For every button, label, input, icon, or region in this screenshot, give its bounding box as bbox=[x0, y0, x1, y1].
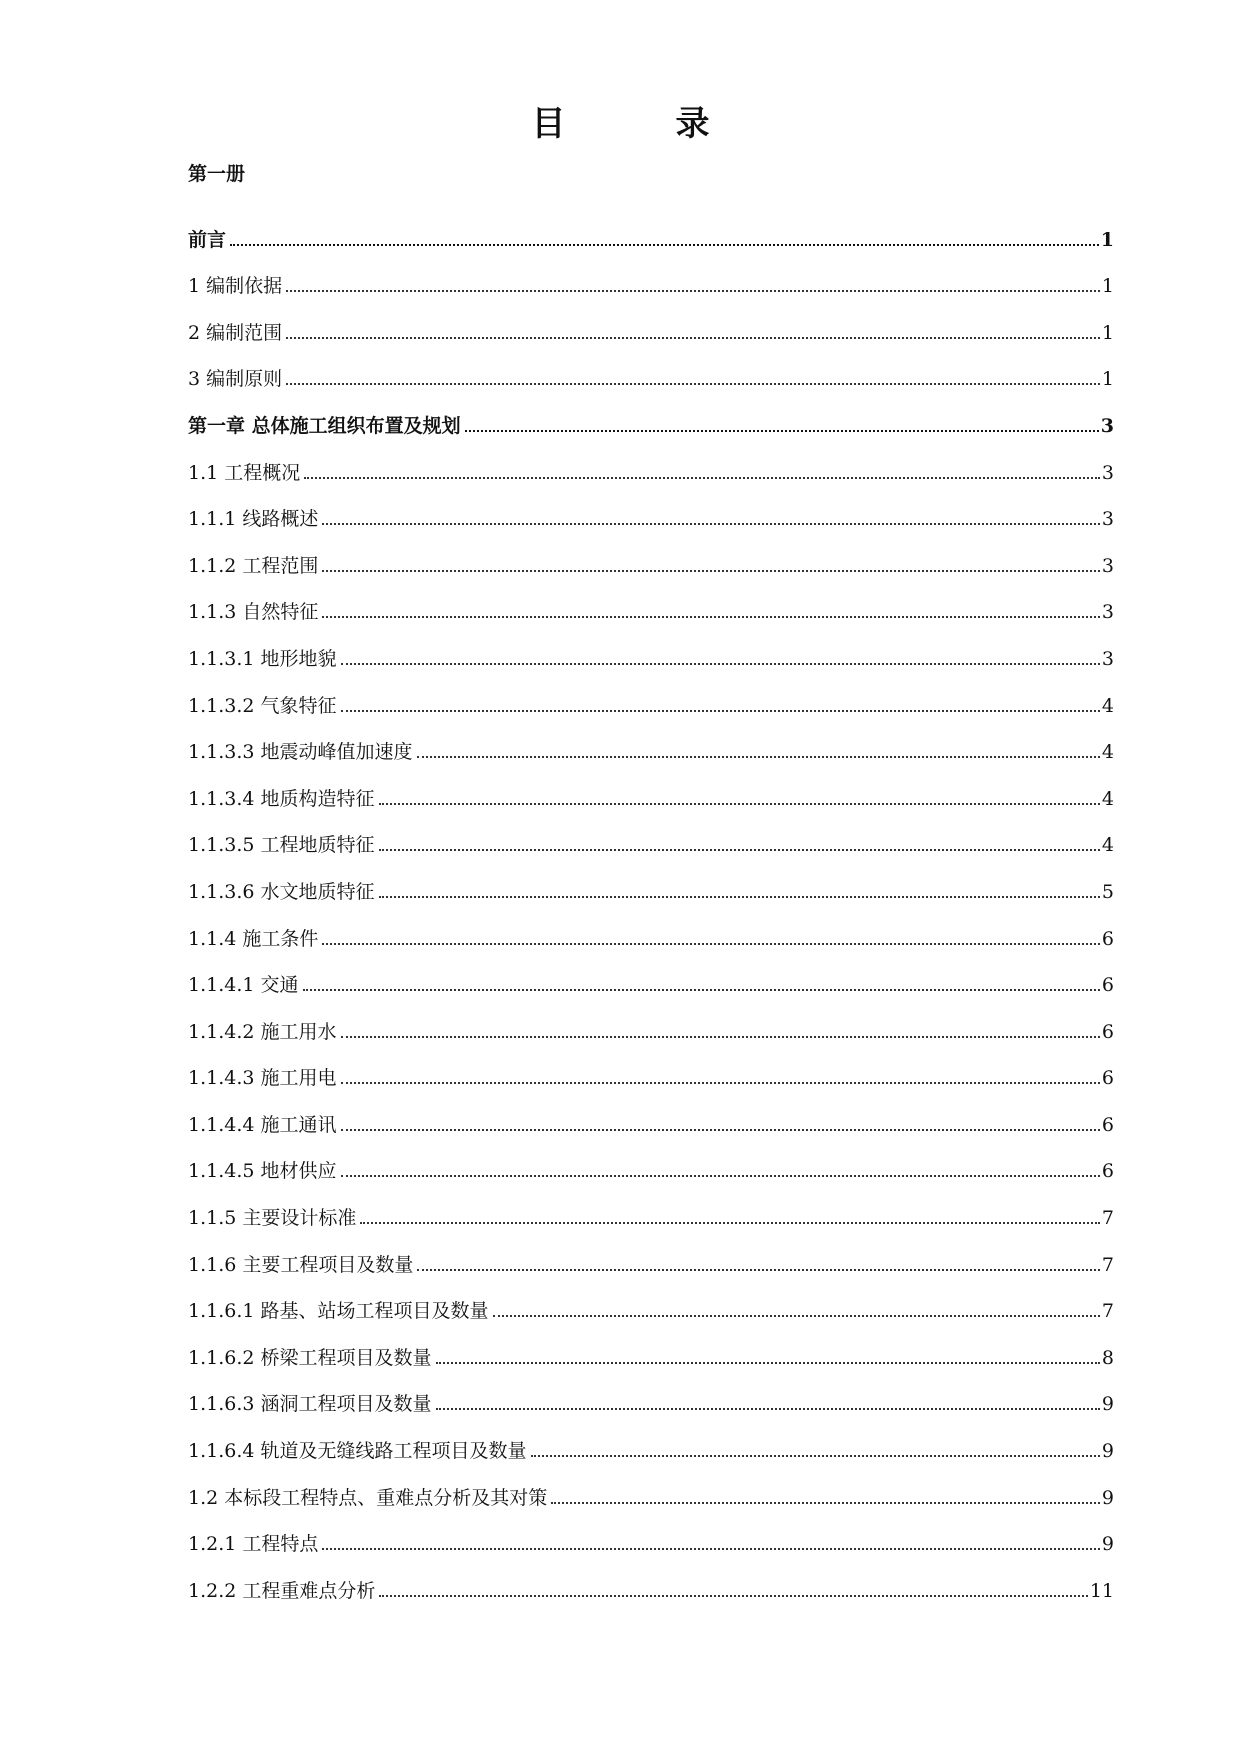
toc-entry-label: 1.1.6.2 桥梁工程项目及数量 bbox=[188, 1346, 432, 1369]
toc-entry-label: 1.1.4.4 施工通讯 bbox=[188, 1113, 337, 1136]
toc-entry[interactable] bbox=[188, 626, 1114, 673]
toc-dot-leader bbox=[379, 1595, 1087, 1597]
toc-entry[interactable] bbox=[188, 813, 1114, 860]
toc-dot-leader bbox=[436, 1362, 1100, 1364]
toc-dot-leader bbox=[303, 989, 1100, 991]
toc-dot-leader bbox=[341, 710, 1100, 712]
toc-entry[interactable] bbox=[188, 1418, 1114, 1465]
toc-dot-leader bbox=[551, 1502, 1100, 1504]
toc-entry-page-number: 8 bbox=[1101, 1346, 1114, 1369]
toc-entry-page-number: 1 bbox=[1101, 368, 1114, 391]
toc-entry-page-number: 11 bbox=[1089, 1579, 1114, 1602]
toc-entry-page-number: 6 bbox=[1101, 1113, 1114, 1136]
toc-entry-page-number: 3 bbox=[1101, 601, 1114, 624]
toc-entry-page-number: 3 bbox=[1101, 461, 1114, 484]
toc-entry-label: 1.1.6.1 路基、站场工程项目及数量 bbox=[188, 1300, 489, 1323]
toc-dot-leader bbox=[379, 896, 1100, 898]
toc-entry-page-number: 6 bbox=[1101, 1067, 1114, 1090]
toc-entry-label: 1.1.4.5 地材供应 bbox=[188, 1160, 337, 1183]
toc-entry-page-number: 6 bbox=[1101, 1160, 1114, 1183]
toc-dot-leader bbox=[341, 1082, 1100, 1084]
toc-entry[interactable] bbox=[188, 999, 1114, 1046]
toc-entry-label: 1.1.2 工程范围 bbox=[188, 554, 319, 577]
toc-dot-leader bbox=[417, 1269, 1100, 1271]
toc-entry-label: 1.1.3.3 地震动峰值加速度 bbox=[188, 741, 413, 764]
toc-entry-label: 1.1.4.1 交通 bbox=[188, 974, 299, 997]
toc-entry-label: 1 编制依据 bbox=[188, 275, 283, 298]
toc-entry[interactable] bbox=[188, 859, 1114, 906]
toc-entry-page-number: 7 bbox=[1101, 1300, 1114, 1323]
toc-entry-page-number: 6 bbox=[1101, 974, 1114, 997]
toc-entry-label: 第一章 总体施工组织布置及规划 bbox=[188, 414, 461, 437]
toc-entry-label: 1.1.3.2 气象特征 bbox=[188, 694, 337, 717]
toc-entry-page-number: 1 bbox=[1101, 275, 1114, 298]
toc-entry-label: 1.1.5 主要设计标准 bbox=[188, 1207, 357, 1230]
toc-entry-page-number: 9 bbox=[1101, 1486, 1114, 1509]
table-of-contents bbox=[188, 207, 1114, 1605]
toc-entry-label: 1.2.2 工程重难点分析 bbox=[188, 1579, 376, 1602]
toc-dot-leader bbox=[417, 756, 1100, 758]
toc-entry-label: 1.1.3.6 水文地质特征 bbox=[188, 880, 375, 903]
toc-entry[interactable] bbox=[188, 1185, 1114, 1232]
toc-entry-page-number: 3 bbox=[1100, 414, 1114, 437]
toc-entry[interactable] bbox=[188, 254, 1114, 301]
toc-dot-leader bbox=[341, 663, 1100, 665]
toc-entry-page-number: 4 bbox=[1101, 694, 1114, 717]
toc-entry[interactable] bbox=[188, 580, 1114, 627]
toc-entry-label: 1.1.3.5 工程地质特征 bbox=[188, 834, 375, 857]
toc-entry-label: 1.1.4 施工条件 bbox=[188, 927, 319, 950]
toc-entry[interactable] bbox=[188, 1372, 1114, 1419]
toc-entry[interactable] bbox=[188, 300, 1114, 347]
toc-entry-label: 1.1.1 线路概述 bbox=[188, 508, 319, 531]
toc-entry-label: 1.2 本标段工程特点、重难点分析及其对策 bbox=[188, 1486, 548, 1509]
toc-entry[interactable] bbox=[188, 533, 1114, 580]
toc-entry[interactable] bbox=[188, 1465, 1114, 1512]
toc-entry[interactable] bbox=[188, 1232, 1114, 1279]
toc-entry[interactable] bbox=[188, 720, 1114, 767]
toc-entry-page-number: 6 bbox=[1101, 1020, 1114, 1043]
toc-entry-page-number: 7 bbox=[1101, 1253, 1114, 1276]
toc-entry-page-number: 4 bbox=[1101, 787, 1114, 810]
toc-entry-page-number: 6 bbox=[1101, 927, 1114, 950]
toc-dot-leader bbox=[493, 1315, 1100, 1317]
toc-entry-label: 1.2.1 工程特点 bbox=[188, 1533, 319, 1556]
toc-entry[interactable] bbox=[188, 673, 1114, 720]
toc-dot-leader bbox=[286, 383, 1100, 385]
toc-dot-leader bbox=[322, 616, 1100, 618]
toc-entry-label: 1.1.6.3 涵洞工程项目及数量 bbox=[188, 1393, 432, 1416]
toc-entry-page-number: 9 bbox=[1101, 1440, 1114, 1463]
toc-dot-leader bbox=[304, 477, 1100, 479]
toc-entry[interactable] bbox=[188, 440, 1114, 487]
toc-dot-leader bbox=[322, 943, 1100, 945]
toc-entry-page-number: 9 bbox=[1101, 1393, 1114, 1416]
toc-entry[interactable] bbox=[188, 1139, 1114, 1186]
toc-entry-page-number: 4 bbox=[1101, 741, 1114, 764]
toc-entry-label: 1.1.4.2 施工用水 bbox=[188, 1020, 337, 1043]
toc-dot-leader bbox=[341, 1036, 1100, 1038]
toc-entry-page-number: 5 bbox=[1101, 880, 1114, 903]
toc-entry[interactable] bbox=[188, 766, 1114, 813]
toc-entry-page-number: 3 bbox=[1101, 647, 1114, 670]
toc-entry[interactable] bbox=[188, 487, 1114, 534]
toc-dot-leader bbox=[341, 1129, 1100, 1131]
toc-dot-leader bbox=[379, 803, 1100, 805]
toc-entry[interactable] bbox=[188, 1558, 1114, 1605]
toc-entry-page-number: 4 bbox=[1101, 834, 1114, 857]
page-title: 目 录 bbox=[531, 104, 748, 144]
toc-entry[interactable] bbox=[188, 393, 1114, 440]
toc-dot-leader bbox=[322, 523, 1100, 525]
toc-dot-leader bbox=[531, 1455, 1100, 1457]
toc-entry-page-number: 9 bbox=[1101, 1533, 1114, 1556]
toc-entry[interactable] bbox=[188, 1279, 1114, 1326]
toc-entry-page-number: 1 bbox=[1101, 321, 1114, 344]
toc-dot-leader bbox=[436, 1408, 1100, 1410]
toc-dot-leader bbox=[286, 337, 1100, 339]
toc-dot-leader bbox=[341, 1175, 1100, 1177]
toc-entry-label: 3 编制原则 bbox=[188, 368, 283, 391]
toc-entry[interactable] bbox=[188, 1325, 1114, 1372]
toc-dot-leader bbox=[230, 244, 1099, 246]
toc-entry-label: 1.1.4.3 施工用电 bbox=[188, 1067, 337, 1090]
toc-entry-label: 2 编制范围 bbox=[188, 321, 283, 344]
toc-dot-leader bbox=[465, 430, 1099, 432]
toc-dot-leader bbox=[322, 570, 1100, 572]
toc-entry[interactable] bbox=[188, 1512, 1114, 1559]
toc-entry-label: 1.1.6.4 轨道及无缝线路工程项目及数量 bbox=[188, 1440, 527, 1463]
toc-entry-label: 1.1.6 主要工程项目及数量 bbox=[188, 1253, 414, 1276]
toc-entry[interactable] bbox=[188, 347, 1114, 394]
toc-entry-label: 1.1.3 自然特征 bbox=[188, 601, 319, 624]
toc-entry[interactable] bbox=[188, 953, 1114, 1000]
toc-dot-leader bbox=[379, 849, 1100, 851]
toc-entry-page-number: 7 bbox=[1101, 1207, 1114, 1230]
toc-entry-label: 1.1 工程概况 bbox=[188, 461, 301, 484]
toc-entry-page-number: 1 bbox=[1100, 228, 1114, 251]
toc-entry-label: 1.1.3.4 地质构造特征 bbox=[188, 787, 375, 810]
toc-dot-leader bbox=[322, 1548, 1100, 1550]
toc-entry[interactable] bbox=[188, 906, 1114, 953]
volume-heading: 第一册 bbox=[188, 163, 246, 185]
toc-entry[interactable] bbox=[188, 1046, 1114, 1093]
toc-entry[interactable] bbox=[188, 1092, 1114, 1139]
toc-entry-page-number: 3 bbox=[1101, 554, 1114, 577]
toc-dot-leader bbox=[286, 290, 1100, 292]
toc-entry[interactable] bbox=[188, 207, 1114, 254]
toc-dot-leader bbox=[360, 1222, 1100, 1224]
toc-entry-label: 前言 bbox=[188, 228, 227, 251]
toc-entry-page-number: 3 bbox=[1101, 508, 1114, 531]
toc-entry-label: 1.1.3.1 地形地貌 bbox=[188, 647, 337, 670]
